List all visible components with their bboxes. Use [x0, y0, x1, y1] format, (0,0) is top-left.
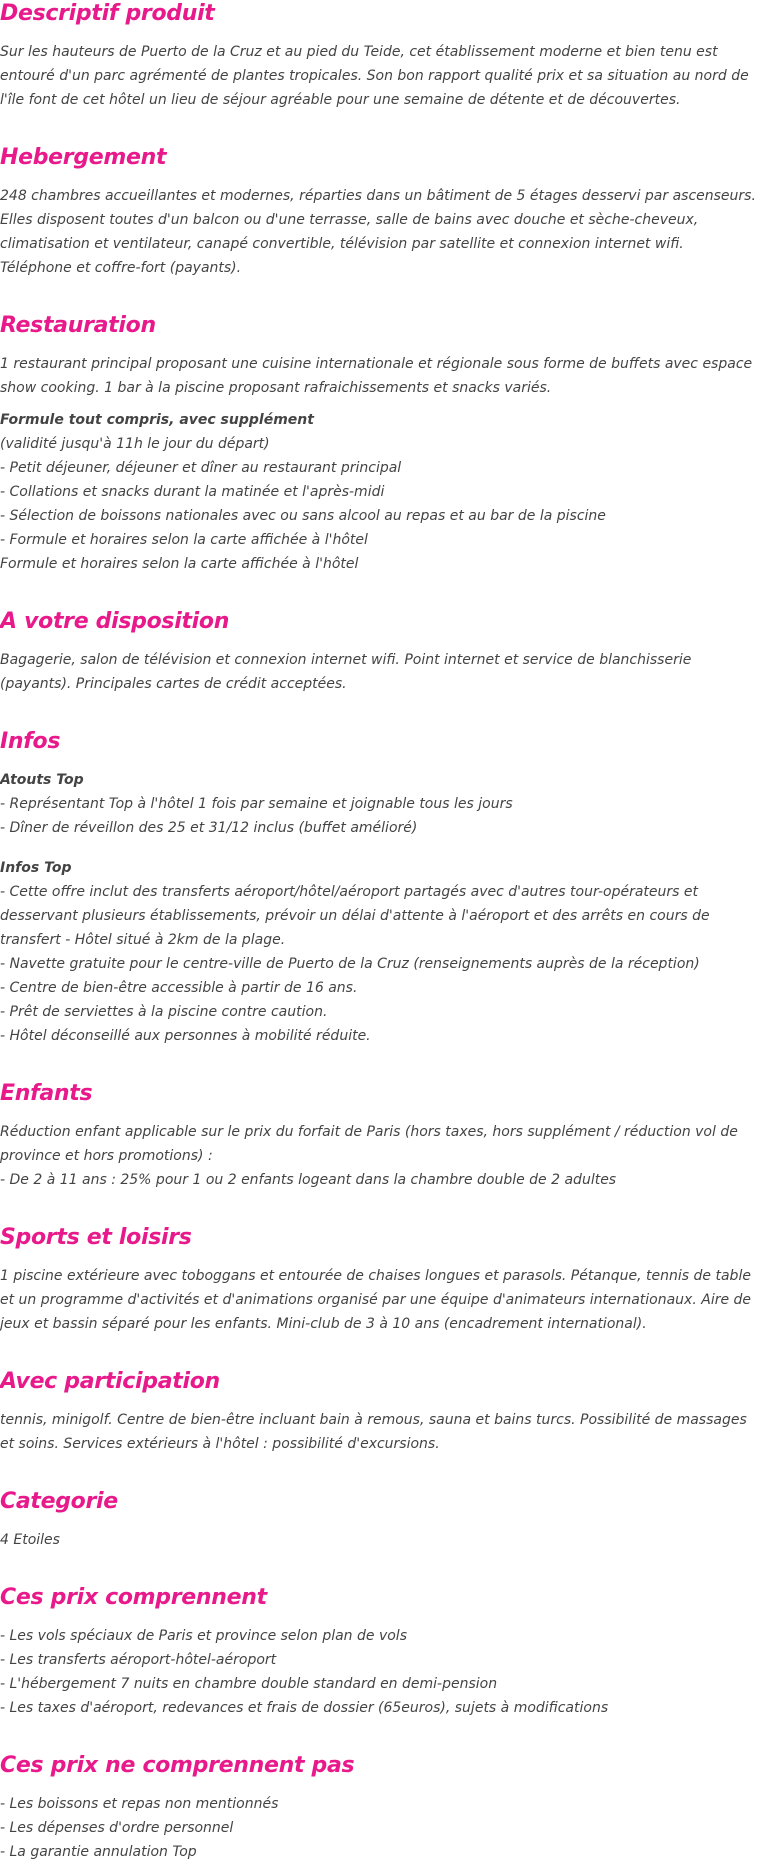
section-title-participation: Avec participation [0, 1369, 220, 1394]
restauration-text: 1 restaurant principal proposant une cuisine internationale et régionale sous forme de buffets avec espace show cooking. 1 bar à la piscine proposant rafraichissements et snacks variés. [0, 356, 753, 396]
comprennent-line: - Les vols spéciaux de Paris et province selon plan de vols [0, 1628, 407, 1644]
section-ne-comprennent-pas [0, 1752, 758, 1864]
formule-line: (validité jusqu'à 11h le jour du départ) [0, 436, 270, 452]
section-title-categorie: Categorie [0, 1489, 118, 1514]
section-infos [0, 728, 758, 1048]
formule-line: - Petit déjeuner, déjeuner et dîner au restaurant principal [0, 460, 402, 476]
formule-title: Formule tout compris, avec supplément [0, 412, 314, 428]
infos-top-title: Infos Top [0, 860, 72, 876]
atouts-line: - Représentant Top à l'hôtel 1 fois par semaine et joignable tous les jours [0, 796, 513, 812]
formule-line: - Formule et horaires selon la carte affichée à l'hôtel [0, 532, 368, 548]
categorie-text: 4 Etoiles [0, 1532, 60, 1548]
sports-text: 1 piscine extérieure avec toboggans et entourée de chaises longues et parasols. Pétanque, tennis de table et un programme d'activités et d'animations organisé par une équipe d'animateurs internationaux. Aire de jeux et bassin séparé pour les enfants. Mini-club de 3 à 10 ans (encadrement international). [0, 1268, 752, 1332]
infos-top-line: - Cette offre inclut des transferts aéroport/hôtel/aéroport partagés avec d'autres tour-opérateurs et desservant plusieurs établissements, prévoir un délai d'attente à l'aéroport et des arrêts en cours de transfert - Hôtel situé à 2km de la plage. [0, 884, 710, 948]
ne-comprennent-pas-line: - La garantie annulation Top [0, 1844, 197, 1860]
infos-top-line: - Navette gratuite pour le centre-ville de Puerto de la Cruz (renseignements auprès de la réception) [0, 956, 700, 972]
formule-line: - Sélection de boissons nationales avec ou sans alcool au repas et au bar de la piscine [0, 508, 606, 524]
descriptif-text: Sur les hauteurs de Puerto de la Cruz et au pied du Teide, cet établissement moderne et bien tenu est entouré d'un parc agrémenté de plantes tropicales. Son bon rapport qualité prix et sa situation au nord de l'île font de cet hôtel un lieu de séjour agréable pour une semaine de détente et de découvertes. [0, 44, 749, 108]
section-title-restauration: Restauration [0, 313, 156, 338]
atouts-title: Atouts Top [0, 772, 84, 788]
section-title-descriptif: Descriptif produit [0, 1, 215, 26]
ne-comprennent-pas-line: - Les boissons et repas non mentionnés [0, 1796, 279, 1812]
formule-line: Formule et horaires selon la carte affichée à l'hôtel [0, 556, 359, 572]
comprennent-line: - Les transferts aéroport-hôtel-aéroport [0, 1652, 277, 1668]
section-title-comprennent: Ces prix comprennent [0, 1585, 267, 1610]
section-title-infos: Infos [0, 729, 61, 754]
disposition-text: Bagagerie, salon de télévision et connexion internet wifi. Point internet et service de blanchisserie (payants). Principales cartes de crédit acceptées. [0, 652, 692, 692]
ne-comprennent-pas-line: - Les dépenses d'ordre personnel [0, 1820, 234, 1836]
enfants-line: Réduction enfant applicable sur le prix du forfait de Paris (hors taxes, hors supplément / réduction vol de province et hors promotions) : [0, 1124, 738, 1164]
section-enfants [0, 1080, 758, 1192]
infos-top-line: - Hôtel déconseillé aux personnes à mobilité réduite. [0, 1028, 371, 1044]
participation-text: tennis, minigolf. Centre de bien-être incluant bain à remous, sauna et bains turcs. Possibilité de massages et soins. Services extérieurs à l'hôtel : possibilité d'excursions. [0, 1412, 747, 1452]
section-title-disposition: A votre disposition [0, 609, 230, 634]
section-restauration [0, 312, 758, 576]
enfants-line: - De 2 à 11 ans : 25% pour 1 ou 2 enfants logeant dans la chambre double de 2 adultes [0, 1172, 617, 1188]
section-title-hebergement: Hebergement [0, 145, 167, 170]
infos-top-line: - Prêt de serviettes à la piscine contre caution. [0, 1004, 328, 1020]
section-descriptif [0, 0, 758, 112]
infos-top-line: - Centre de bien-être accessible à partir de 16 ans. [0, 980, 358, 996]
section-disposition [0, 608, 758, 696]
section-hebergement [0, 144, 758, 280]
section-participation [0, 1368, 758, 1456]
comprennent-line: - L'hébergement 7 nuits en chambre double standard en demi-pension [0, 1676, 498, 1692]
section-categorie [0, 1488, 758, 1552]
formule-line: - Collations et snacks durant la matinée et l'après-midi [0, 484, 385, 500]
section-title-ne-comprennent-pas: Ces prix ne comprennent pas [0, 1753, 355, 1778]
section-title-sports: Sports et loisirs [0, 1225, 192, 1250]
comprennent-line: - Les taxes d'aéroport, redevances et frais de dossier (65euros), sujets à modifications [0, 1700, 609, 1716]
section-sports [0, 1224, 758, 1336]
hebergement-text: 248 chambres accueillantes et modernes, réparties dans un bâtiment de 5 étages desservi par ascenseurs. Elles disposent toutes d'un balcon ou d'une terrasse, salle de bains avec douche et sèche-cheveux, climatisation et ventilateur, canapé convertible, télévision par satellite et connexion internet wifi. Téléphone et coffre-fort (payants). [0, 188, 756, 276]
section-comprennent [0, 1584, 758, 1720]
atouts-line: - Dîner de réveillon des 25 et 31/12 inclus (buffet amélioré) [0, 820, 418, 836]
section-title-enfants: Enfants [0, 1081, 93, 1106]
